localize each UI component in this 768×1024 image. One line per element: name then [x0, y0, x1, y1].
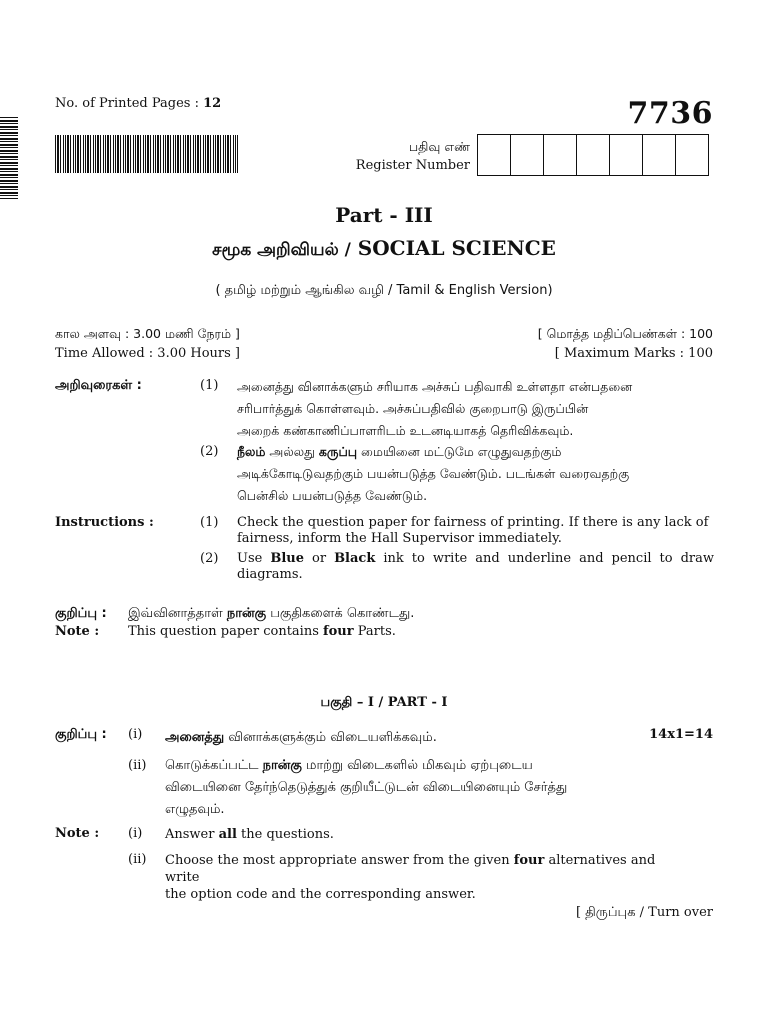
printed-pages-label: No. of Printed Pages : [55, 96, 199, 111]
instruction-line: சரிபார்த்துக் கொள்ளவும். அச்சுப்பதிவில் குறைபாடு இருப்பின் [237, 401, 589, 416]
printed-pages [55, 96, 221, 111]
bold-word: four [513, 853, 545, 868]
bold-word: நான்கு [262, 758, 302, 773]
register-digit-box[interactable] [544, 135, 577, 175]
register-digit-box[interactable] [610, 135, 643, 175]
part-one-tamil-ii [165, 755, 677, 821]
instruction-number: (2) [200, 444, 219, 459]
part-one-heading: பகுதி – I / PART - I [320, 695, 448, 710]
question-code: 7736 [627, 96, 713, 131]
bold-word: all [218, 827, 237, 842]
register-digit-box[interactable] [478, 135, 511, 175]
subject-title [0, 236, 768, 262]
note-text: இவ்வினாத்தாள் [128, 606, 227, 621]
note-text: பகுதிகளைக் கொண்டது. [266, 606, 415, 621]
instruction-tamil-1 [237, 376, 714, 442]
part-one-line [165, 852, 677, 886]
part-one-item-number: (ii) [128, 852, 147, 867]
subject-tamil: சமூக அறிவியல் / [212, 240, 351, 260]
time-allowed-english: Time Allowed : 3.00 Hours ] [55, 346, 241, 361]
version-line: ( தமிழ் மற்றும் ஆங்கில வழி / Tamil & English Version) [215, 283, 553, 298]
part-one-line [165, 755, 677, 777]
instruction-line: அனைத்து வினாக்களும் சரியாக அச்சுப் பதிவாகி உள்ளதா என்பதனை [237, 379, 633, 394]
bold-word: four [323, 624, 354, 639]
part-one-tamil-i [165, 727, 677, 749]
instruction-text: or [304, 551, 335, 566]
instruction-line: fairness, inform the Hall Supervisor immediately. [237, 531, 562, 546]
register-digit-box[interactable] [577, 135, 610, 175]
bold-word: நீலம் [237, 444, 266, 459]
instruction-text: மையினை மட்டுமே எழுதுவதற்கும் [357, 444, 562, 459]
bold-word: அனைத்து [165, 730, 225, 745]
instruction-number: (1) [200, 378, 219, 393]
part-one-note-label-tamil: குறிப்பு : [55, 727, 107, 742]
instruction-english-2 [237, 551, 714, 583]
bold-word: கருப்பு [318, 444, 358, 459]
instruction-line: பென்சில் பயன்படுத்த வேண்டும். [237, 488, 428, 503]
register-digit-box[interactable] [511, 135, 544, 175]
note-label-english: Note : [55, 624, 100, 639]
part-one-text: Choose the most appropriate answer from the given [165, 853, 514, 868]
part-one-item-number: (ii) [128, 758, 147, 773]
instruction-number: (1) [200, 515, 219, 530]
note-text-english [128, 624, 396, 639]
instruction-line: அடிக்கோடிடுவதற்கும் பயன்படுத்த வேண்டும். படங்கள் வரைவதற்கு [237, 466, 630, 481]
bold-word: Blue [270, 551, 304, 566]
instruction-line: அறைக் கண்காணிப்பாளரிடம் உடனடியாகத் தெரிவிக்கவும். [237, 423, 574, 438]
subject-english: SOCIAL SCIENCE [357, 236, 556, 260]
note-text-tamil [128, 606, 414, 622]
instruction-text: ink to write and underline and pencil to draw diagrams. [237, 551, 715, 582]
instruction-tamil-2 [237, 441, 714, 507]
part-one-line: எழுதவும். [165, 802, 225, 817]
part-one-english-ii [165, 852, 677, 903]
time-marks-tamil [55, 326, 713, 343]
side-barcode-image [0, 117, 18, 199]
max-marks-english: [ Maximum Marks : 100 [554, 346, 713, 361]
time-allowed-tamil: கால அளவு : 3.00 மணி நேரம் ] [55, 326, 240, 341]
part-one-line: விடையினை தேர்ந்தெடுத்துக் குறியீட்டுடன் விடையினையும் சேர்த்து [165, 780, 568, 795]
instructions-label-english: Instructions : [55, 515, 154, 530]
part-one-line: the option code and the corresponding answer. [165, 887, 476, 902]
instruction-text: Use [237, 551, 271, 566]
instruction-text: அல்லது [265, 444, 319, 459]
part-one-text: வினாக்களுக்கும் விடையளிக்கவும். [224, 730, 437, 745]
note-text: This question paper contains [128, 624, 323, 639]
register-label-english: Register Number [355, 158, 470, 173]
turn-over-label: [ திருப்புக / Turn over [575, 905, 713, 920]
part-one-text: மாற்று விடைகளில் மிகவும் ஏற்புடைய [301, 758, 533, 773]
register-digit-box[interactable] [643, 135, 676, 175]
part-one-marks: 14x1=14 [649, 727, 713, 742]
barcode-image [55, 135, 238, 173]
bold-word: நான்கு [226, 606, 267, 621]
part-one-text: Answer [165, 827, 219, 842]
part-one-note-label-english: Note : [55, 826, 100, 841]
instructions-label-tamil: அறிவுரைகள் : [55, 378, 142, 393]
part-one-text: alternatives and write [165, 853, 656, 885]
note-label-tamil: குறிப்பு : [55, 606, 107, 621]
note-text: Parts. [353, 624, 396, 639]
part-one-text: கொடுக்கப்பட்ட [165, 758, 263, 773]
part-title: Part - III [335, 203, 433, 227]
printed-pages-value: 12 [203, 96, 222, 111]
register-number-boxes[interactable] [477, 134, 709, 176]
part-one-text: the questions. [236, 827, 334, 842]
part-one-english-i [165, 826, 677, 843]
register-number-label [350, 137, 470, 175]
part-one-item-number: (i) [128, 727, 143, 742]
instruction-number: (2) [200, 551, 219, 566]
part-one-item-number: (i) [128, 826, 143, 841]
instruction-line: Check the question paper for fairness of printing. If there is any lack of [237, 515, 709, 530]
instruction-english-1 [237, 515, 714, 547]
register-label-tamil: பதிவு எண் [408, 139, 470, 154]
instruction-line [237, 441, 714, 463]
bold-word: Black [334, 551, 376, 566]
max-marks-tamil: [ மொத்த மதிப்பெண்கள் : 100 [537, 326, 713, 341]
time-marks-english [55, 346, 713, 361]
register-digit-box[interactable] [676, 135, 708, 175]
